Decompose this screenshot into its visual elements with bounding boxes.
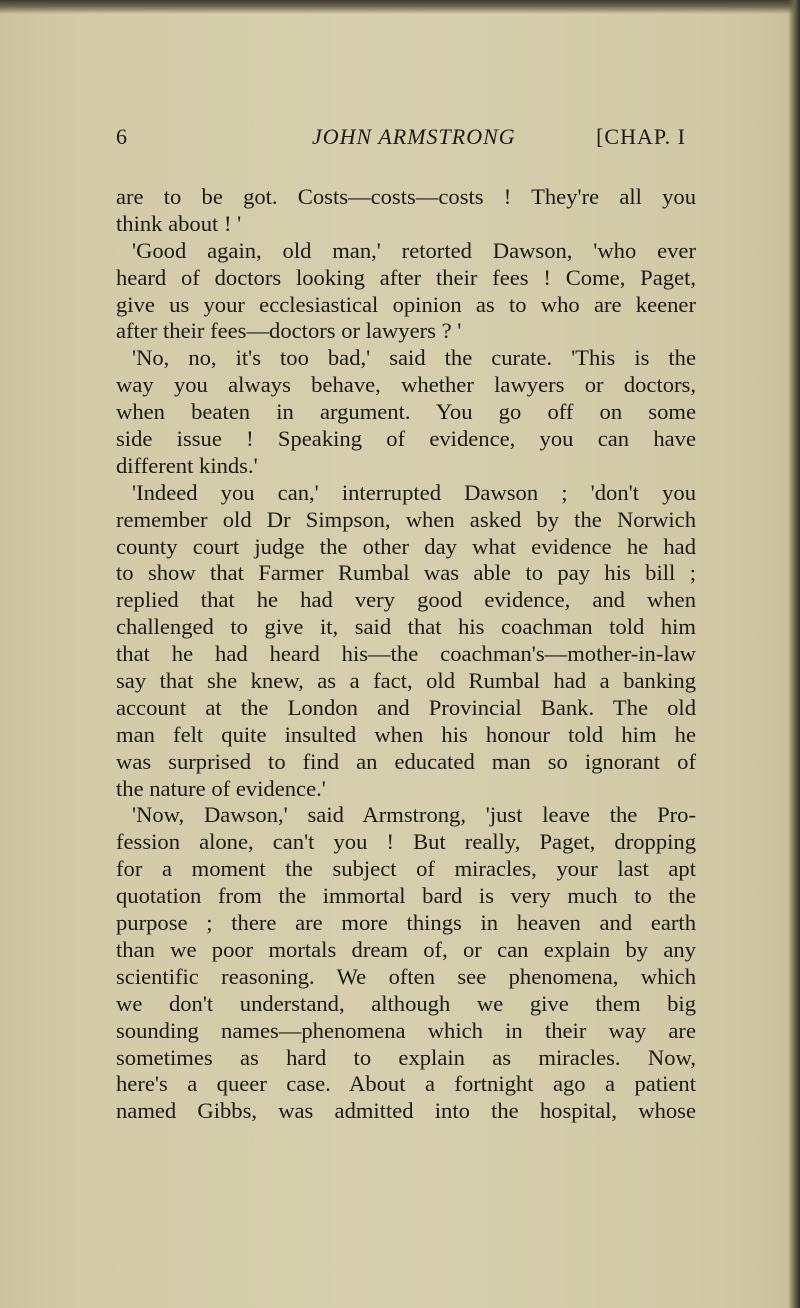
text-line: to show that Farmer Rumbal was able to pay his bill ; (116, 560, 696, 586)
text-line: named Gibbs, was admitted into the hospital, whose (116, 1098, 696, 1124)
text-line: here's a queer case. About a fortnight ago a patient (116, 1071, 696, 1097)
text-line: fession alone, can't you ! But really, Paget, dropping (116, 829, 696, 855)
page-number: 6 (116, 124, 127, 149)
text-line: heard of doctors looking after their fees ! Come, Paget, (116, 264, 696, 290)
text-line: think about ! ' (116, 210, 242, 236)
text-line: when beaten in argument. You go off on some (116, 399, 696, 425)
text-line: challenged to give it, said that his coachman told him (116, 614, 696, 640)
running-title: JOHN ARMSTRONG (312, 124, 516, 149)
text-line: we don't understand, although we give them big (116, 990, 696, 1016)
text-line: replied that he had very good evidence, and when (116, 587, 696, 613)
text-line: the nature of evidence.' (116, 775, 326, 801)
text-line: than we poor mortals dream of, or can explain by any (116, 936, 696, 962)
body-text (116, 184, 696, 1125)
text-line: was surprised to find an educated man so ignorant of (116, 748, 696, 774)
text-line: after their fees—doctors or lawyers ? ' (116, 318, 462, 344)
text-line: 'No, no, it's too bad,' said the curate. 'This is the (132, 345, 696, 371)
text-line: 'Good again, old man,' retorted Dawson, 'who ever (132, 237, 696, 263)
text-line: 'Now, Dawson,' said Armstrong, 'just leave the Pro- (132, 802, 696, 828)
text-line: that he had heard his—the coachman's—mother-in-law (116, 641, 696, 667)
text-line: are to be got. Costs—costs—costs ! They're all you (116, 184, 696, 209)
chapter-label: [CHAP. I (596, 124, 686, 149)
text-line: remember old Dr Simpson, when asked by the Norwich (116, 506, 696, 532)
text-line: different kinds.' (116, 452, 258, 478)
page-right-shadow (788, 0, 800, 1308)
text-line: sounding names—phenomena which in their way are (116, 1017, 696, 1043)
text-line: way you always behave, whether lawyers or doctors, (116, 372, 696, 398)
text-line: man felt quite insulted when his honour told him he (116, 721, 696, 747)
running-header (116, 124, 696, 154)
text-line: 'Indeed you can,' interrupted Dawson ; 'don't you (132, 479, 696, 505)
text-line: side issue ! Speaking of evidence, you can have (116, 426, 696, 452)
page-top-shadow (0, 0, 800, 14)
text-line: give us your ecclesiastical opinion as to who are keener (116, 291, 696, 317)
text-line: sometimes as hard to explain as miracles. Now, (116, 1044, 696, 1070)
text-line: for a moment the subject of miracles, your last apt (116, 856, 696, 882)
text-line: scientific reasoning. We often see phenomena, which (116, 963, 696, 989)
text-line: account at the London and Provincial Bank. The old (116, 694, 696, 720)
text-line: say that she knew, as a fact, old Rumbal had a banking (116, 668, 696, 694)
text-line: purpose ; there are more things in heaven and earth (116, 910, 696, 936)
text-line: quotation from the immortal bard is very much to the (116, 883, 696, 909)
text-line: county court judge the other day what evidence he had (116, 533, 696, 559)
